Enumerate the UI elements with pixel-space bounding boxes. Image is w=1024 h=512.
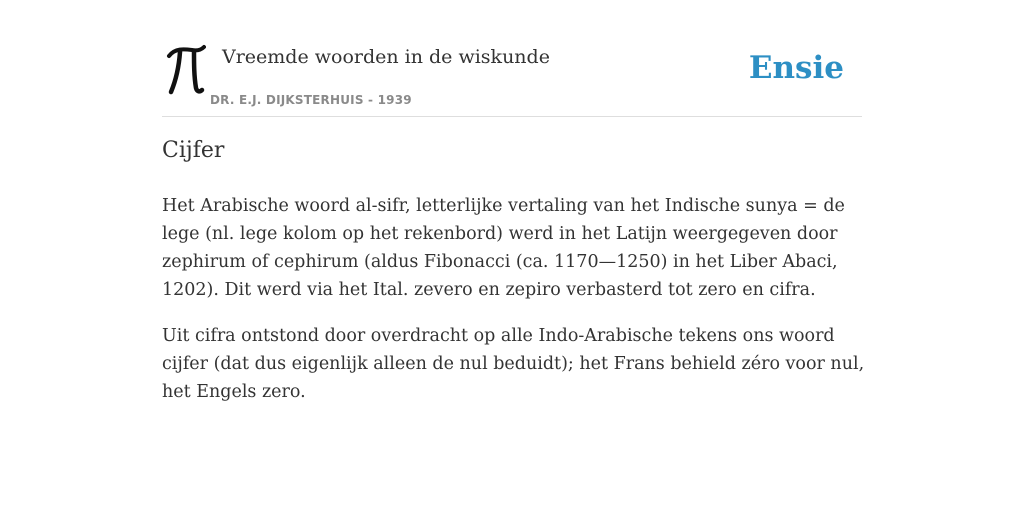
book-title-link[interactable]: Vreemde woorden in de wiskunde <box>222 46 550 68</box>
article-paragraph: Uit cifra ontstond door overdracht op alle Indo-Arabische tekens ons woord cijfer (dat dus eigenlijk alleen de nul beduidt); het Frans behield zéro voor nul, het Engels zero. <box>162 326 865 402</box>
article-paragraph: Het Arabische woord al-sifr, letterlijke vertaling van het Indische sunya = de lege (nl. lege kolom op het rekenbord) werd in het Latijn weergegeven door zephirum of cephirum (aldus Fibonacci (ca. 1170—1250) in het Liber Abaci, 1202). Dit werd via het Ital. zevero en zepiro verbasterd tot zero en cifra. <box>162 196 845 300</box>
brand-logo[interactable]: Ensie <box>748 50 844 86</box>
article-title: Cijfer <box>162 138 225 163</box>
book-header <box>162 40 862 117</box>
pi-icon[interactable] <box>166 44 206 96</box>
article-body <box>162 192 867 424</box>
book-author-year: DR. E.J. DIJKSTERHUIS - 1939 <box>210 93 412 107</box>
